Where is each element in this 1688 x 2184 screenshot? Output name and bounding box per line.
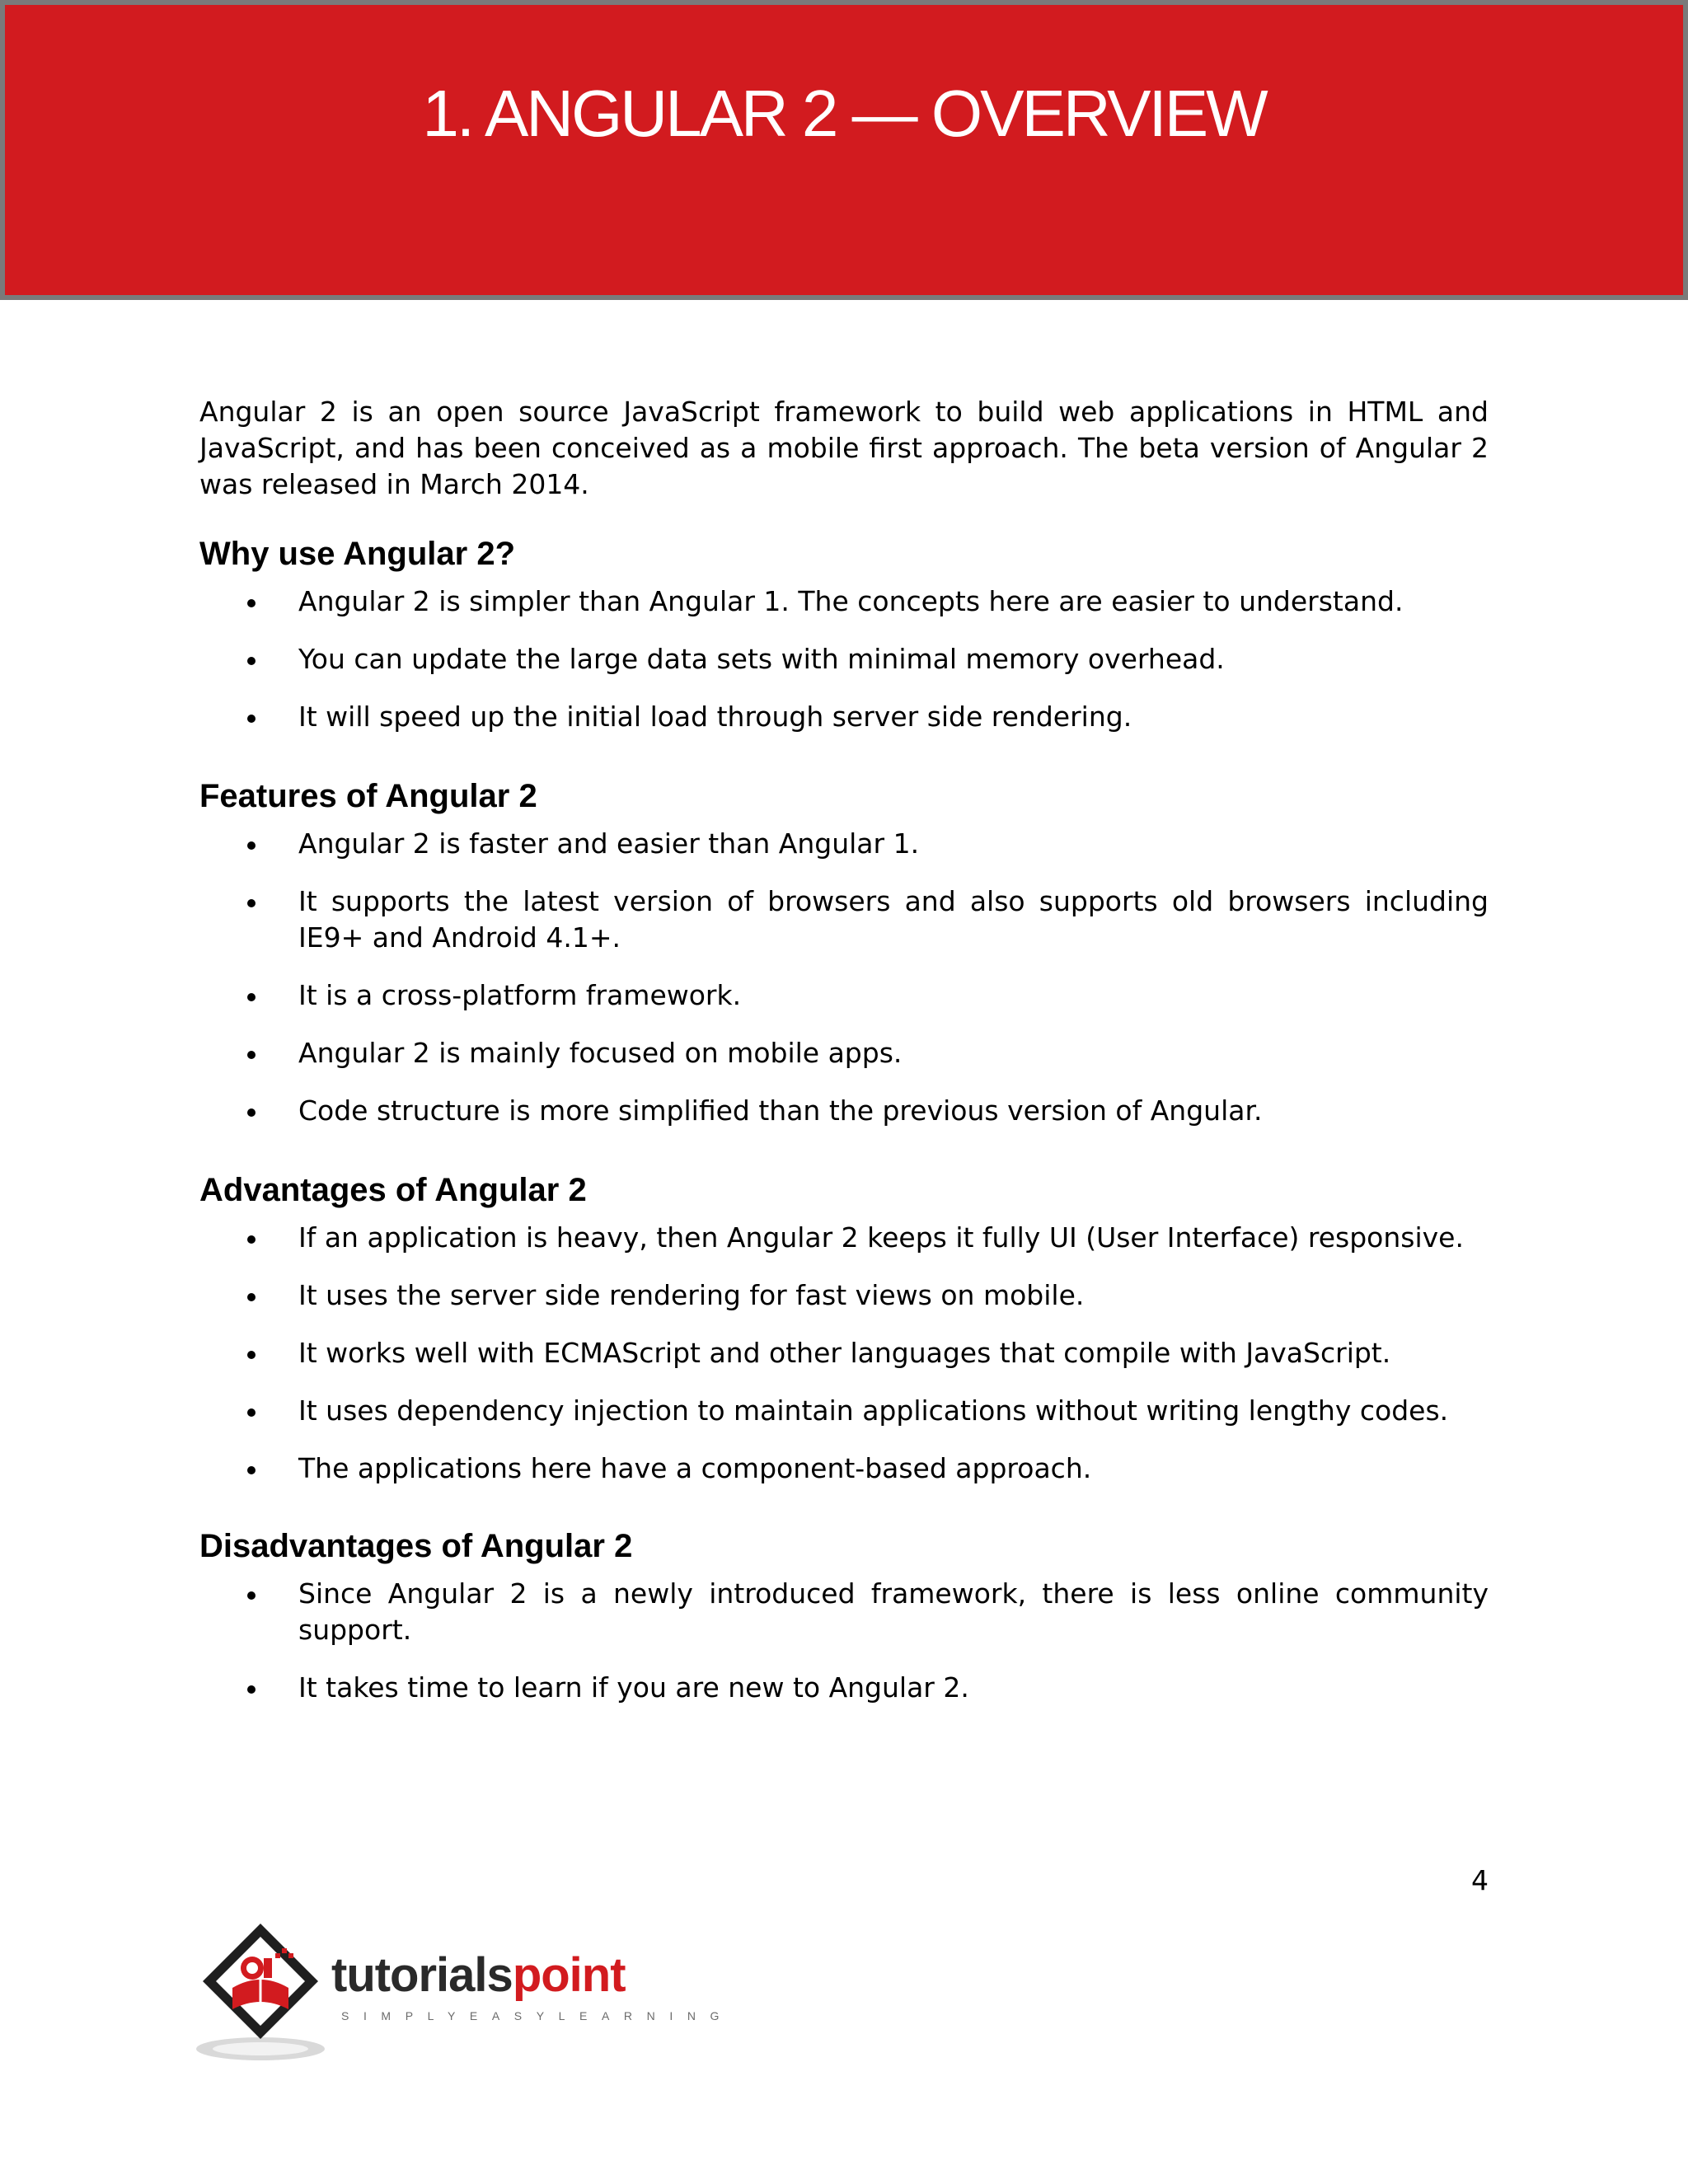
bullet-list-why-use [199,583,1489,735]
bullet-icon [247,1235,256,1244]
bullet-icon [247,841,256,850]
list-item: Angular 2 is faster and easier than Angular 1. [199,826,1489,862]
bullet-list-features [199,826,1489,1129]
section-heading-why-use: Why use Angular 2? [199,536,516,572]
bullet-icon [247,599,256,607]
section-heading-disadvantages: Disadvantages of Angular 2 [199,1528,633,1564]
list-item: It will speed up the initial load through server side rendering. [199,699,1489,735]
bullet-icon [247,1685,256,1694]
list-item: Code structure is more simplified than the previous version of Angular. [199,1093,1489,1129]
list-item: It works well with ECMAScript and other languages that compile with JavaScript. [199,1335,1489,1371]
bullet-icon [247,1466,256,1474]
chapter-title: 1. ANGULAR 2 — OVERVIEW [422,77,1266,150]
list-item: Since Angular 2 is a newly introduced framework, there is less online community support. [199,1576,1489,1648]
bullet-icon [247,1408,256,1417]
list-item: It uses the server side rendering for fast views on mobile. [199,1277,1489,1314]
page-number: 4 [1471,1864,1489,1896]
bullet-icon [247,1108,256,1117]
list-item: It uses dependency injection to maintain applications without writing lengthy codes. [199,1393,1489,1429]
section-heading-advantages: Advantages of Angular 2 [199,1172,587,1208]
list-item: It supports the latest version of browsers and also supports old browsers including IE9+ and Android 4.1+. [199,883,1489,956]
bullet-icon [247,715,256,723]
section-heading-features: Features of Angular 2 [199,778,537,814]
logo-wordmark: tutorialspoint [331,1948,626,2002]
list-item: Angular 2 is simpler than Angular 1. The concepts here are easier to understand. [199,583,1489,620]
bullet-list-advantages [199,1220,1489,1487]
bullet-icon [247,1351,256,1359]
list-item: The applications here have a component-based approach. [199,1451,1489,1487]
intro-paragraph: Angular 2 is an open source JavaScript framework to build web applications in HTML and JavaScript, and has been conceived as a mobile first approach. The beta version of Angular 2 was released in March 2014. [199,396,1489,500]
list-item: It takes time to learn if you are new to Angular 2. [199,1670,1489,1706]
bullet-list-disadvantages [199,1576,1489,1706]
logo-mark-icon [195,1917,335,2065]
tutorialspoint-logo [195,1917,734,2065]
chapter-banner [0,0,1688,300]
list-item: It is a cross-platform framework. [199,977,1489,1014]
bullet-icon [247,899,256,907]
list-item: If an application is heavy, then Angular 2 keeps it fully UI (User Interface) responsive. [199,1220,1489,1256]
bullet-icon [247,993,256,1001]
bullet-icon [247,1591,256,1600]
bullet-icon [247,657,256,665]
bullet-icon [247,1293,256,1301]
logo-tagline: SIMPLYEASYLEARNING [341,2009,734,2022]
page-content [199,394,1489,1706]
bullet-icon [247,1051,256,1059]
list-item: Angular 2 is mainly focused on mobile apps. [199,1035,1489,1071]
list-item: You can update the large data sets with minimal memory overhead. [199,641,1489,677]
